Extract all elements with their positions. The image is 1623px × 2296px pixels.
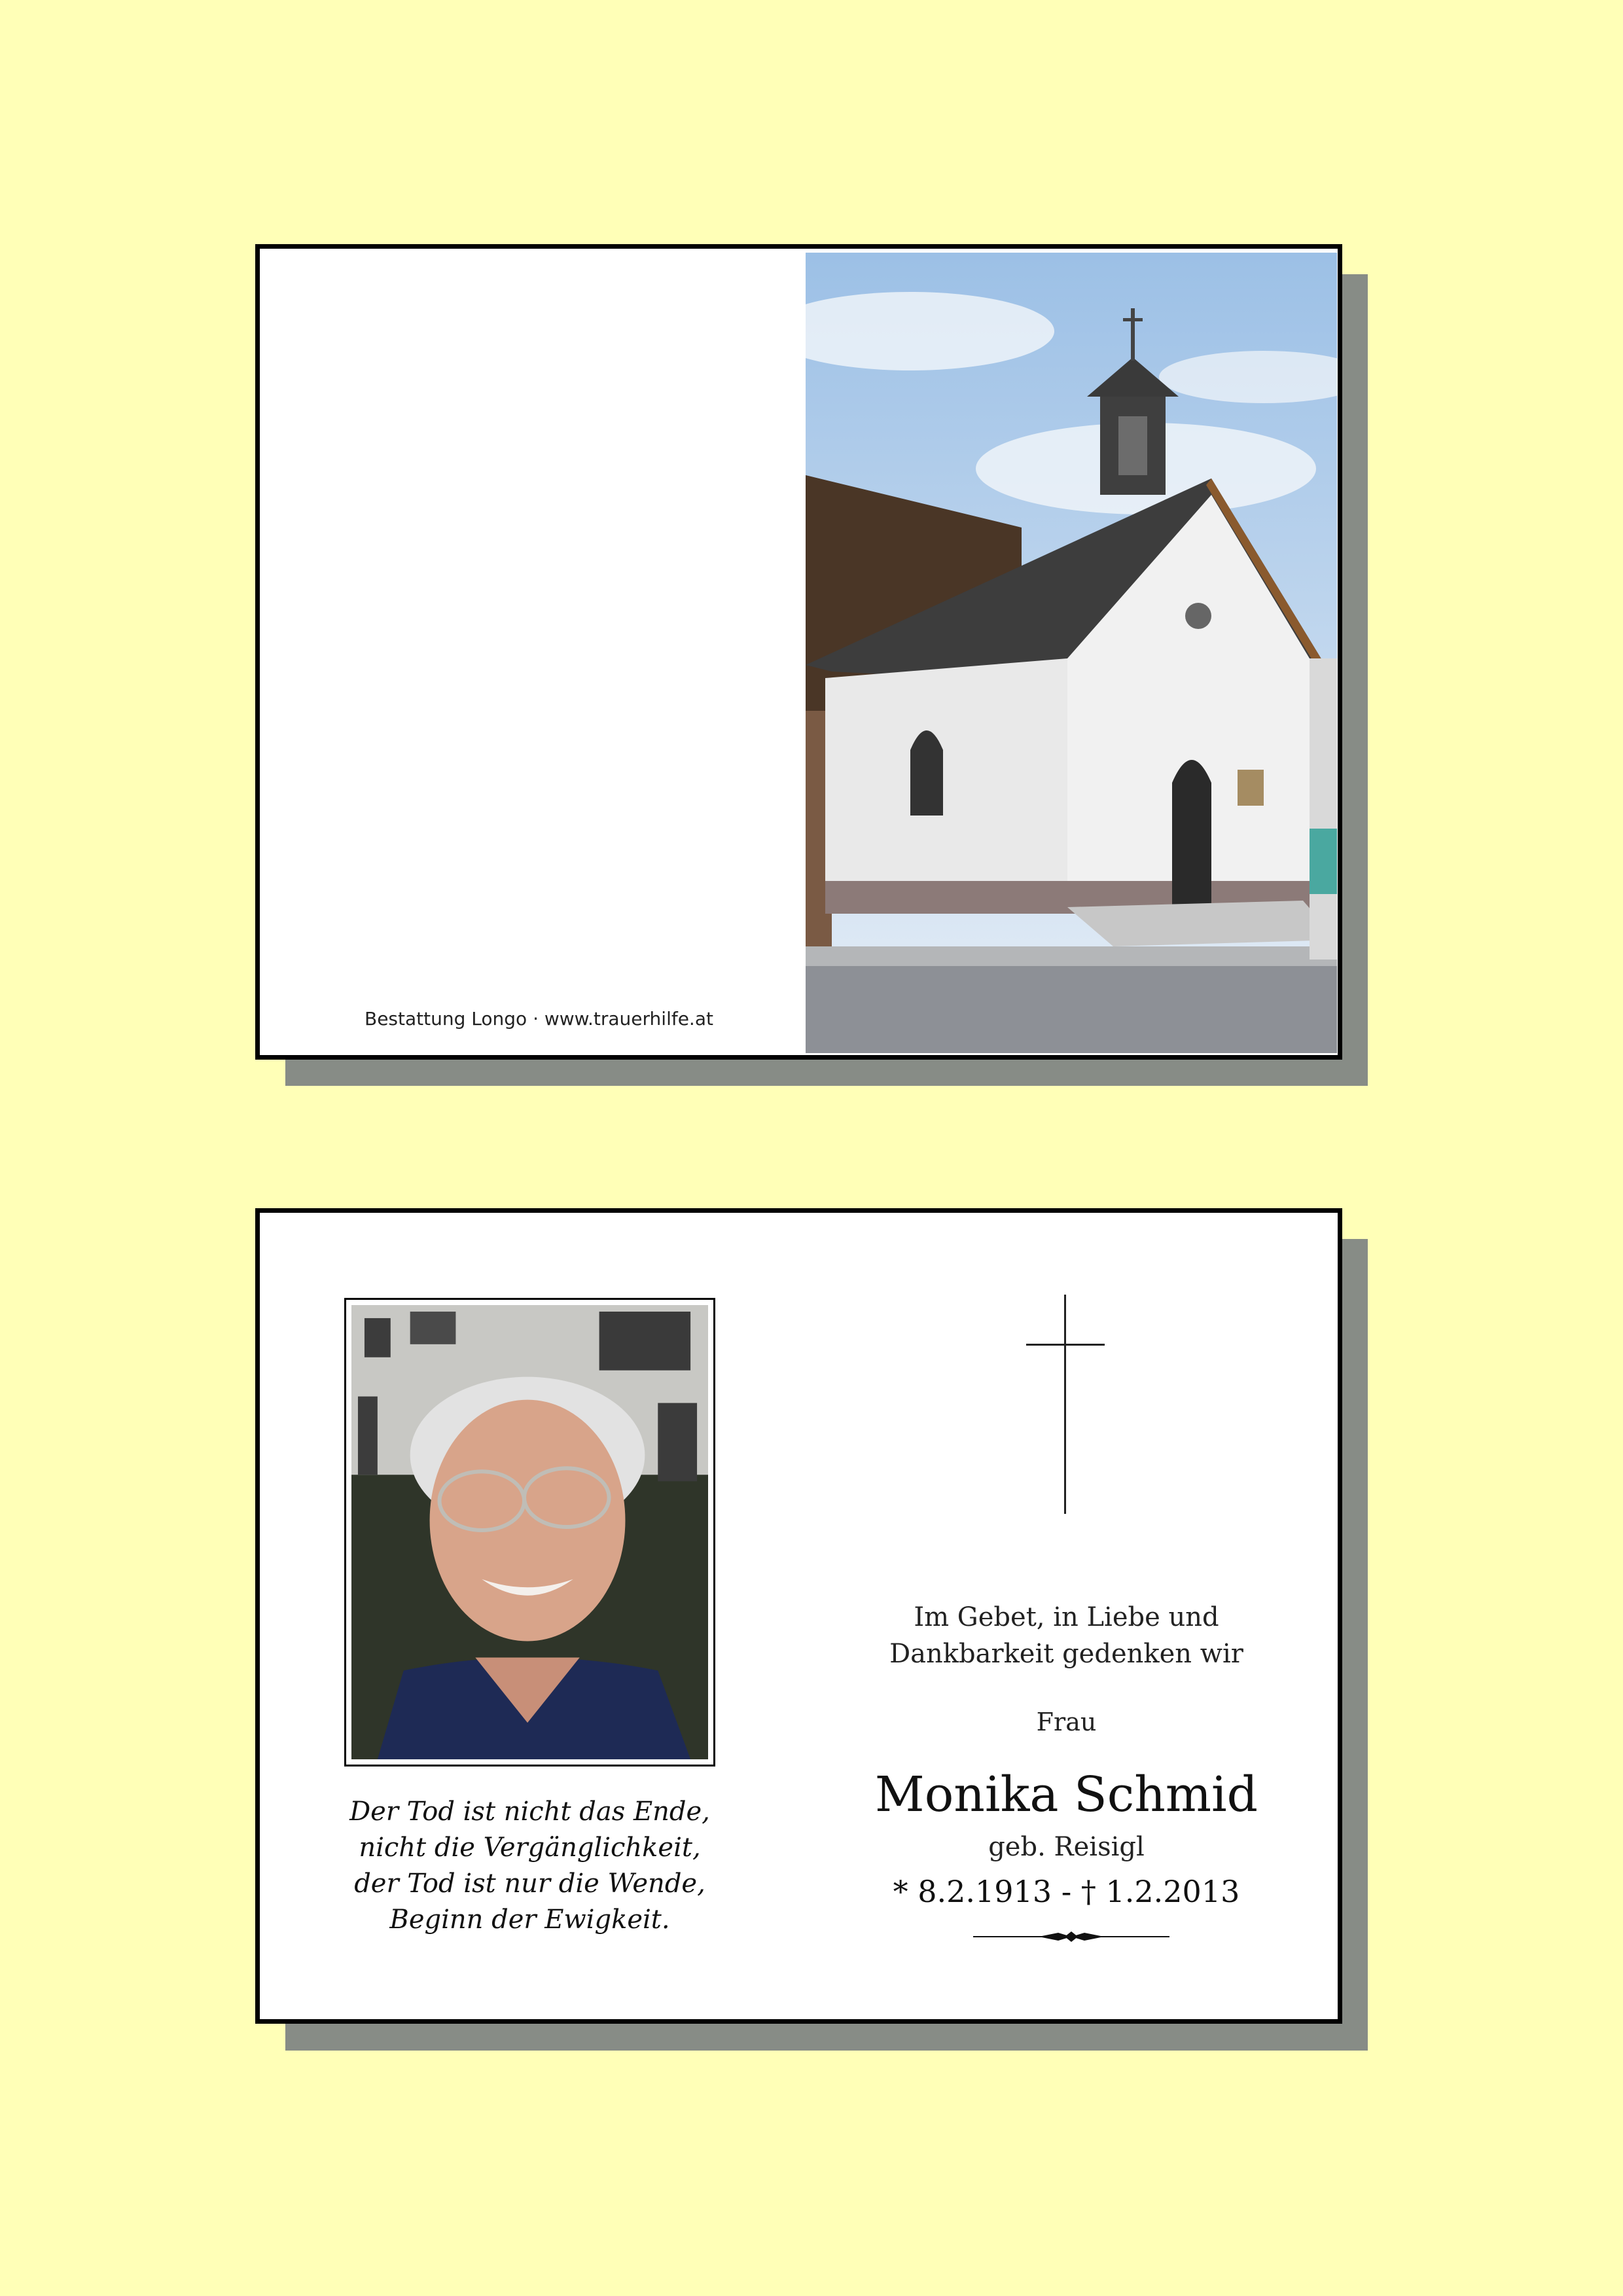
bottom-card xyxy=(255,1208,1342,2024)
poem-line: Beginn der Ewigkeit. xyxy=(389,1905,670,1935)
poem-line: der Tod ist nur die Wende, xyxy=(354,1869,705,1899)
imprint-text: Bestattung Longo · www.trauerhilfe.at xyxy=(365,1008,713,1030)
poem xyxy=(319,1794,741,1938)
poem-line: nicht die Vergänglichkeit, xyxy=(359,1833,701,1863)
ornament-divider-icon xyxy=(973,1929,1169,1945)
deceased-name: Monika Schmid xyxy=(874,1767,1258,1823)
salutation: Frau xyxy=(1036,1708,1097,1736)
intro-line: Im Gebet, in Liebe und xyxy=(914,1602,1219,1632)
portrait-photo xyxy=(351,1305,708,1759)
chapel-photo xyxy=(806,253,1337,1053)
portrait-frame xyxy=(344,1298,715,1767)
intro-text xyxy=(803,1599,1330,1672)
intro-line: Dankbarkeit gedenken wir xyxy=(889,1639,1243,1669)
life-dates: * 8.2.1913 - † 1.2.2013 xyxy=(893,1874,1240,1909)
cross-icon xyxy=(1026,1295,1105,1514)
maiden-name: geb. Reisigl xyxy=(988,1832,1145,1862)
poem-line: Der Tod ist nicht das Ende, xyxy=(349,1797,710,1827)
top-card xyxy=(255,244,1342,1060)
